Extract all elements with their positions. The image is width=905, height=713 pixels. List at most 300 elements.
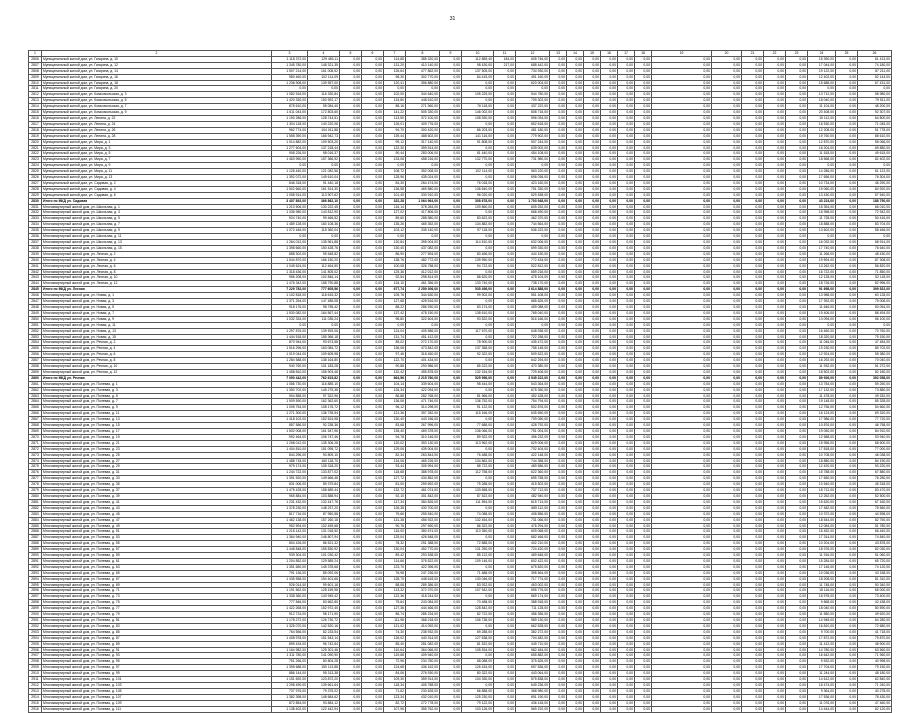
value-cell: 17 650,00 — [808, 476, 836, 482]
value-cell: 0,00 — [362, 470, 384, 476]
value-cell: 0,00 — [712, 86, 742, 92]
value-cell: 118,34 — [384, 682, 406, 688]
value-cell: 0,00 — [836, 688, 858, 694]
value-cell: 9 700,00 — [808, 629, 836, 635]
value-cell: 0,00 — [618, 245, 635, 251]
value-cell: 0,00 — [742, 570, 764, 576]
value-cell: 0,00 — [712, 222, 742, 228]
value-cell: 0,00 — [652, 346, 712, 352]
value-cell: 0,00 — [635, 133, 652, 139]
value-cell: 1 019 044,00 — [272, 352, 308, 358]
value-cell: 0,00 — [635, 104, 652, 110]
value-cell: 0,00 — [462, 623, 494, 629]
value-cell: 754 794,00 — [516, 399, 550, 405]
value-cell: 136 066,00 — [462, 429, 494, 435]
value-cell: 0,00 — [764, 133, 786, 139]
value-cell: 17 146,00 — [808, 564, 836, 570]
value-cell: 55 066,00 — [858, 139, 892, 145]
value-cell: 0,00 — [635, 328, 652, 334]
value-cell: 0,00 — [340, 263, 362, 269]
value-cell: 1 297 876,00 — [272, 328, 308, 334]
value-cell: 0,00 — [584, 470, 601, 476]
value-cell: 143 812,90 — [308, 210, 340, 216]
value-cell: 0,00 — [635, 564, 652, 570]
value-cell: 0,00 — [742, 104, 764, 110]
value-cell: 0,00 — [440, 104, 462, 110]
value-cell: 0,00 — [742, 62, 764, 68]
value-cell: 595 776,00 — [516, 588, 550, 594]
value-cell: 0,00 — [786, 547, 808, 553]
value-cell: 111,98 — [384, 618, 406, 624]
value-cell: 0,00 — [786, 387, 808, 393]
value-cell: 0,00 — [362, 151, 384, 157]
value-cell: 0,00 — [618, 251, 635, 257]
value-cell: 0,00 — [742, 488, 764, 494]
value-cell: 0,00 — [340, 169, 362, 175]
value-cell: 0,00 — [601, 110, 618, 116]
row-number-cell: 2886 — [29, 529, 42, 535]
value-cell: 642 294,00 — [516, 358, 550, 364]
value-cell: 0,00 — [340, 222, 362, 228]
value-cell: 0,00 — [601, 517, 618, 523]
value-cell: 85 122,00 — [462, 553, 494, 559]
value-cell: 0,00 — [340, 694, 362, 700]
value-cell: 47 484,00 — [858, 340, 892, 346]
value-cell: 0,00 — [652, 68, 712, 74]
value-cell: 0,00 — [584, 547, 601, 553]
value-cell: 1 489 128,00 — [272, 222, 308, 228]
value-cell: 0,00 — [440, 417, 462, 423]
value-cell: 0,00 — [836, 482, 858, 488]
value-cell: 0,00 — [550, 434, 567, 440]
value-cell: 0,00 — [440, 582, 462, 588]
value-cell: 282 768,00 — [406, 393, 440, 399]
value-cell: 0,00 — [764, 694, 786, 700]
value-cell: 0,00 — [601, 429, 618, 435]
value-cell: 89 379,84 — [308, 482, 340, 488]
value-cell: 160 108,36 — [308, 222, 340, 228]
value-cell: 0,00 — [764, 470, 786, 476]
value-cell: 0,00 — [618, 151, 635, 157]
value-cell: 0,00 — [494, 275, 516, 281]
value-cell: 0,00 — [584, 263, 601, 269]
value-cell: 0,00 — [440, 523, 462, 529]
value-cell: 322 604,00 — [406, 316, 440, 322]
value-cell: 0,00 — [764, 588, 786, 594]
value-cell: 0,00 — [494, 269, 516, 275]
value-cell: 0,00 — [362, 429, 384, 435]
row-number-cell: 2829 — [29, 192, 42, 198]
value-cell: 16 460,00 — [808, 328, 836, 334]
row-number-cell: 2815 — [29, 110, 42, 116]
object-name-cell: Многоквартирный жилой дом, ул. Речная, д. 6 — [42, 352, 272, 358]
value-cell: 65 000,00 — [858, 588, 892, 594]
value-cell: 0,00 — [601, 228, 618, 234]
value-cell: 0,00 — [362, 417, 384, 423]
value-cell: 1 420 330,00 — [272, 98, 308, 104]
value-cell: 0,00 — [550, 423, 567, 429]
value-cell: 0,00 — [567, 381, 584, 387]
value-cell: 0,00 — [340, 375, 362, 381]
value-cell: 0,00 — [340, 216, 362, 222]
value-cell: 0,00 — [712, 62, 742, 68]
value-cell: 0,00 — [494, 706, 516, 712]
value-cell: 0,00 — [712, 682, 742, 688]
value-cell: 0,00 — [618, 558, 635, 564]
value-cell: 0,00 — [786, 523, 808, 529]
object-name-cell: Многоквартирный жилой дом, ул. Полевая, д. 1 — [42, 381, 272, 387]
value-cell: 0,00 — [652, 582, 712, 588]
value-cell: 0,00 — [440, 74, 462, 80]
value-cell: 344 640,00 — [406, 92, 440, 98]
value-cell: 0,00 — [550, 653, 567, 659]
value-cell: 0,00 — [567, 399, 584, 405]
value-cell: 0,00 — [742, 541, 764, 547]
value-cell: 0,00 — [712, 364, 742, 370]
value-cell: 111 554,00 — [462, 499, 494, 505]
value-cell: 0,00 — [567, 476, 584, 482]
value-cell: 120,41 — [384, 80, 406, 86]
value-cell: 1 191 562,00 — [272, 588, 308, 594]
value-cell: 0,00 — [550, 104, 567, 110]
value-cell: 1 458 810,00 — [272, 369, 308, 375]
value-cell: 128,96 — [384, 175, 406, 181]
value-cell: 65 720,00 — [858, 558, 892, 564]
value-cell: 0,00 — [550, 452, 567, 458]
value-cell: 435 024,00 — [406, 175, 440, 181]
value-cell: 0,00 — [584, 169, 601, 175]
value-cell: 1 507 214,00 — [272, 68, 308, 74]
value-cell: 0,00 — [567, 694, 584, 700]
value-cell: 0,00 — [440, 322, 462, 328]
value-cell: 962 774,00 — [272, 127, 308, 133]
value-cell: 277 594,00 — [406, 251, 440, 257]
value-cell: 285 234,00 — [406, 612, 440, 618]
value-cell: 247 236,00 — [406, 570, 440, 576]
value-cell: 0,00 — [635, 446, 652, 452]
object-name-cell: Муниципальный жилой дом, ул. Комсомольская, д. 7 — [42, 104, 272, 110]
value-cell: 0,00 — [440, 393, 462, 399]
value-cell: 0,00 — [567, 434, 584, 440]
value-cell: 744 358,00 — [516, 458, 550, 464]
value-cell: 0,00 — [712, 98, 742, 104]
value-cell: 436 162,00 — [406, 665, 440, 671]
value-cell: 0,00 — [584, 405, 601, 411]
row-number-cell: 2837 — [29, 240, 42, 246]
value-cell: 0,00 — [652, 482, 712, 488]
value-cell: 141 116,00 — [462, 133, 494, 139]
value-cell: 0,00 — [362, 310, 384, 316]
value-cell: 0,00 — [836, 299, 858, 305]
value-cell: 0,00 — [440, 499, 462, 505]
column-header: 4 — [308, 51, 340, 57]
value-cell: 0,00 — [635, 387, 652, 393]
value-cell: 0,00 — [786, 192, 808, 198]
value-cell: 11 412,00 — [808, 641, 836, 647]
row-number-cell: 2859 — [29, 369, 42, 375]
value-cell: 58 980,00 — [858, 92, 892, 98]
object-name-cell: Многоквартирный жилой дом, ул. Полевая, д. 31 — [42, 470, 272, 476]
value-cell: 0,00 — [618, 653, 635, 659]
value-cell: 0,00 — [836, 139, 858, 145]
value-cell: 0,00 — [567, 222, 584, 228]
value-cell: 0,00 — [567, 582, 584, 588]
value-cell: 0,00 — [652, 251, 712, 257]
value-cell: 409 940,00 — [406, 653, 440, 659]
value-cell: 0,00 — [584, 228, 601, 234]
value-cell: 0,00 — [567, 553, 584, 559]
value-cell: 126,64 — [384, 68, 406, 74]
value-cell: 0,00 — [601, 375, 618, 381]
row-number-cell: 2894 — [29, 576, 42, 582]
value-cell: 0,00 — [618, 482, 635, 488]
value-cell: 0,00 — [652, 257, 712, 263]
value-cell: 0,00 — [742, 127, 764, 133]
value-cell: 137 218,44 — [308, 145, 340, 151]
value-cell: 372 100,00 — [406, 115, 440, 121]
object-name-cell: Многоквартирный жилой дом, ул. Полевая, д. 65 — [42, 570, 272, 576]
value-cell: 596 034,00 — [516, 115, 550, 121]
value-cell: 103,12 — [384, 228, 406, 234]
value-cell: 0,00 — [340, 310, 362, 316]
value-cell: 0,00 — [362, 458, 384, 464]
value-cell: 105 534,00 — [462, 647, 494, 653]
value-cell: 0,00 — [712, 269, 742, 275]
value-cell: 83 470,00 — [858, 488, 892, 494]
value-cell: 0,00 — [836, 535, 858, 541]
value-cell: 0,00 — [742, 381, 764, 387]
value-cell: 0,00 — [550, 665, 567, 671]
value-cell: 0,00 — [652, 192, 712, 198]
value-cell: 0,00 — [550, 677, 567, 683]
value-cell: 78 430,00 — [858, 694, 892, 700]
value-cell: 0,00 — [618, 381, 635, 387]
column-header: 14 — [567, 51, 584, 57]
value-cell: 0,00 — [440, 671, 462, 677]
value-cell: 166 150,20 — [308, 257, 340, 263]
row-number-cell: 2840 — [29, 257, 42, 263]
value-cell: 0,00 — [494, 618, 516, 624]
value-cell: 0,00 — [340, 688, 362, 694]
value-cell: 0,00 — [836, 417, 858, 423]
value-cell: 0,00 — [618, 98, 635, 104]
row-number-cell: 2841 — [29, 263, 42, 269]
row-number-cell: 2826 — [29, 175, 42, 181]
value-cell: 0,00 — [786, 488, 808, 494]
value-cell: 0,00 — [362, 381, 384, 387]
value-cell: 115 166,00 — [462, 411, 494, 417]
value-cell: 0,00 — [362, 535, 384, 541]
value-cell: 0,00 — [440, 358, 462, 364]
value-cell: 0,00 — [340, 629, 362, 635]
object-name-cell: Многоквартирный жилой дом, ул. Полевая, д. 17 — [42, 429, 272, 435]
value-cell: 0,00 — [618, 411, 635, 417]
value-cell: 0,00 — [550, 110, 567, 116]
value-cell: 0,00 — [494, 576, 516, 582]
value-cell: 0,00 — [652, 98, 712, 104]
value-cell: 0,00 — [786, 245, 808, 251]
value-cell: 81 966,00 — [462, 393, 494, 399]
value-cell: 14 780,00 — [808, 647, 836, 653]
value-cell: 0,00 — [635, 511, 652, 517]
value-cell: 0,00 — [652, 245, 712, 251]
value-cell: 804 426,00 — [272, 541, 308, 547]
value-cell: 67 880,00 — [858, 470, 892, 476]
value-cell: 0,00 — [712, 706, 742, 712]
value-cell: 0,00 — [712, 358, 742, 364]
column-header: 18 — [635, 51, 652, 57]
value-cell: 0,00 — [494, 440, 516, 446]
value-cell: 0,00 — [618, 216, 635, 222]
value-cell: 0,00 — [362, 375, 384, 381]
value-cell: 0,00 — [764, 56, 786, 62]
value-cell: 0,00 — [635, 287, 652, 293]
value-cell: 428 792,00 — [516, 423, 550, 429]
value-cell: 448 510,00 — [406, 98, 440, 104]
value-cell: 0,00 — [618, 647, 635, 653]
value-cell: 0,00 — [584, 375, 601, 381]
value-cell: 0,00 — [440, 375, 462, 381]
value-cell: 14 948,00 — [808, 618, 836, 624]
value-cell: 582 484,00 — [516, 647, 550, 653]
value-cell: 131 250,00 — [462, 547, 494, 553]
value-cell: 0,00 — [462, 594, 494, 600]
value-cell: 1 558 390,00 — [272, 133, 308, 139]
value-cell: 0,00 — [462, 98, 494, 104]
value-cell: 569 192,00 — [516, 706, 550, 712]
value-cell: 496 232,00 — [516, 434, 550, 440]
row-number-cell: 2904 — [29, 635, 42, 641]
value-cell: 0,00 — [712, 700, 742, 706]
value-cell: 0,00 — [712, 293, 742, 299]
value-cell: 0,00 — [340, 139, 362, 145]
value-cell: 0,00 — [742, 411, 764, 417]
value-cell: 0,00 — [635, 92, 652, 98]
value-cell: 0,00 — [858, 234, 892, 240]
value-cell: 0,00 — [764, 287, 786, 293]
value-cell: 0,00 — [494, 446, 516, 452]
value-cell: 293 538,00 — [406, 553, 440, 559]
value-cell: 0,00 — [440, 334, 462, 340]
value-cell: 0,00 — [494, 411, 516, 417]
value-cell: 90,88 — [384, 364, 406, 370]
value-cell: 158 689,44 — [308, 488, 340, 494]
row-number-cell: 2863 — [29, 393, 42, 399]
value-cell: 0,00 — [550, 446, 567, 452]
object-name-cell: Многоквартирный жилой дом, ул. Полевая, д. 77 — [42, 606, 272, 612]
value-cell: 0,00 — [567, 677, 584, 683]
value-cell: 14 612,00 — [808, 677, 836, 683]
value-cell: 188 750,00 — [858, 198, 892, 204]
value-cell: 0,00 — [836, 505, 858, 511]
value-cell: 0,00 — [618, 115, 635, 121]
value-cell: 0,00 — [272, 86, 308, 92]
value-cell: 0,00 — [618, 110, 635, 116]
value-cell: 875 610,00 — [272, 104, 308, 110]
value-cell: 0,00 — [742, 192, 764, 198]
value-cell: 0,00 — [808, 163, 836, 169]
value-cell: 0,00 — [494, 180, 516, 186]
value-cell: 105,76 — [384, 293, 406, 299]
value-cell: 0,00 — [584, 180, 601, 186]
value-cell: 0,00 — [712, 263, 742, 269]
value-cell: 0,00 — [618, 476, 635, 482]
value-cell: 0,00 — [786, 470, 808, 476]
value-cell: 0,00 — [764, 488, 786, 494]
value-cell: 0,00 — [362, 340, 384, 346]
value-cell: 0,00 — [462, 80, 494, 86]
value-cell: 0,00 — [340, 470, 362, 476]
value-cell: 90,76 — [384, 523, 406, 529]
value-cell: 0,00 — [494, 417, 516, 423]
row-number-cell: 2855 — [29, 346, 42, 352]
value-cell: 0,00 — [601, 600, 618, 606]
value-cell: 98 755,42 — [308, 304, 340, 310]
value-cell: 0,00 — [494, 393, 516, 399]
value-cell: 0,00 — [742, 68, 764, 74]
value-cell: 0,00 — [618, 175, 635, 181]
value-cell: 0,00 — [764, 151, 786, 157]
value-cell: 0,00 — [362, 127, 384, 133]
value-cell: 84,06 — [384, 671, 406, 677]
value-cell: 19 760,00 — [808, 133, 836, 139]
row-number-cell: 2812 — [29, 92, 42, 98]
value-cell: 0,00 — [584, 523, 601, 529]
value-cell: 0,00 — [786, 411, 808, 417]
value-cell: 0,00 — [742, 647, 764, 653]
value-cell: 71 240,00 — [858, 682, 892, 688]
value-cell: 43 224,00 — [808, 198, 836, 204]
value-cell: 0,00 — [786, 281, 808, 287]
value-cell: 0,00 — [808, 234, 836, 240]
value-cell: 164 567,44 — [308, 310, 340, 316]
value-cell: 0,00 — [362, 104, 384, 110]
value-cell: 0,00 — [440, 186, 462, 192]
value-cell: 0,00 — [652, 240, 712, 246]
value-cell: 0,00 — [836, 706, 858, 712]
value-cell: 0,00 — [786, 375, 808, 381]
row-number-cell: 2844 — [29, 281, 42, 287]
value-cell: 0,00 — [652, 618, 712, 624]
value-cell: 0,00 — [618, 429, 635, 435]
value-cell: 0,00 — [440, 352, 462, 358]
object-name-cell: Многоквартирный жилой дом, ул. Полевая, д. 51 — [42, 529, 272, 535]
value-cell: 0,00 — [362, 665, 384, 671]
value-cell: 0,00 — [550, 476, 567, 482]
value-cell: 0,00 — [742, 558, 764, 564]
value-cell: 0,00 — [635, 157, 652, 163]
value-cell: 0,00 — [764, 600, 786, 606]
object-name-cell: Многоквартирный жилой дом, ул. Полевая, д. 47 — [42, 517, 272, 523]
value-cell: 0,00 — [764, 334, 786, 340]
value-cell: 0,00 — [742, 352, 764, 358]
row-number-cell: 2823 — [29, 157, 42, 163]
value-cell: 0,00 — [440, 517, 462, 523]
value-cell: 0,00 — [494, 665, 516, 671]
value-cell: 0,00 — [764, 411, 786, 417]
value-cell: 12 128,00 — [808, 275, 836, 281]
value-cell: 73 880,00 — [858, 387, 892, 393]
value-cell: 0,00 — [635, 293, 652, 299]
value-cell: 0,00 — [618, 121, 635, 127]
value-cell: 0,00 — [764, 251, 786, 257]
value-cell: 117,34 — [384, 499, 406, 505]
value-cell: 101,40 — [384, 192, 406, 198]
value-cell: 0,00 — [618, 240, 635, 246]
value-cell: 0,00 — [764, 358, 786, 364]
value-cell: 0,00 — [652, 328, 712, 334]
value-cell: 0,00 — [584, 499, 601, 505]
